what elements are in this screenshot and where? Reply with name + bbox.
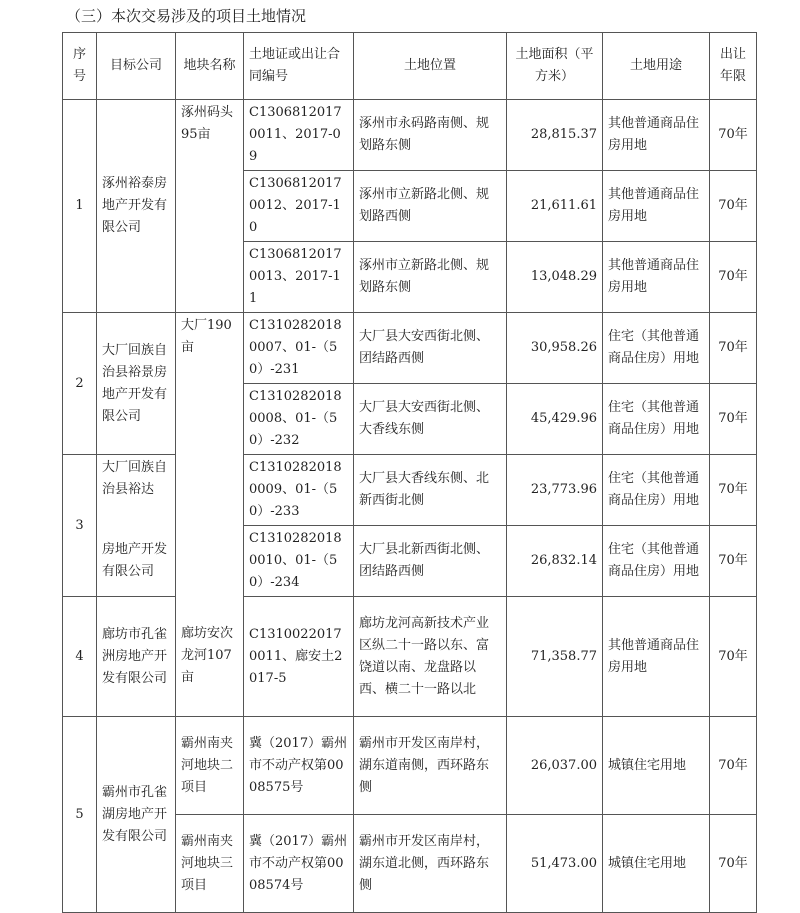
term-cell: 70年 <box>710 384 757 455</box>
usage-cell: 其他普通商品住房用地 <box>603 597 710 717</box>
usage-cell: 住宅（其他普通商品住房）用地 <box>603 313 710 384</box>
header-parcel: 地块名称 <box>176 33 244 100</box>
parcel-cell: 大厂190亩 <box>176 313 244 597</box>
location-cell: 大厂县北新西街北侧、团结路西侧 <box>354 526 507 597</box>
usage-cell: 城镇住宅用地 <box>603 717 710 815</box>
cert-cell: C13100220170011、廊安土2017-5 <box>244 597 354 717</box>
area-cell: 30,958.26 <box>507 313 603 384</box>
area-cell: 71,358.77 <box>507 597 603 717</box>
term-cell: 70年 <box>710 242 757 313</box>
row-no: 3 <box>63 455 97 597</box>
term-cell: 70年 <box>710 171 757 242</box>
usage-cell: 住宅（其他普通商品住房）用地 <box>603 384 710 455</box>
table-row <box>63 455 757 526</box>
table-row <box>63 313 757 384</box>
area-cell: 23,773.96 <box>507 455 603 526</box>
term-cell: 70年 <box>710 597 757 717</box>
land-info-table <box>62 32 757 913</box>
usage-cell: 其他普通商品住房用地 <box>603 100 710 171</box>
company-cell: 大厂回族自治县裕达 <box>97 455 176 526</box>
table-row <box>63 100 757 171</box>
section-heading: （三）本次交易涉及的项目土地情况 <box>66 7 307 25</box>
company-cell: 大厂回族自治县裕景房地产开发有限公司 <box>97 313 176 455</box>
header-row <box>63 33 757 100</box>
term-cell: 70年 <box>710 815 757 913</box>
company-cell: 房地产开发有限公司 <box>97 526 176 597</box>
usage-cell: 其他普通商品住房用地 <box>603 171 710 242</box>
cert-cell: C13102820180007、01-（50）-231 <box>244 313 354 384</box>
location-cell: 涿州市立新路北侧、规划路东侧 <box>354 242 507 313</box>
header-cert: 土地证或出让合同编号 <box>244 33 354 100</box>
usage-cell: 其他普通商品住房用地 <box>603 242 710 313</box>
area-cell: 13,048.29 <box>507 242 603 313</box>
row-no: 1 <box>63 100 97 313</box>
usage-cell: 城镇住宅用地 <box>603 815 710 913</box>
location-cell: 霸州市开发区南岸村，湖东道南侧，西环路东侧 <box>354 717 507 815</box>
area-cell: 51,473.00 <box>507 815 603 913</box>
company-cell: 霸州市孔雀湖房地产开发有限公司 <box>97 717 176 913</box>
location-cell: 涿州市永码路南侧、规划路东侧 <box>354 100 507 171</box>
cert-cell: 冀（2017）霸州市不动产权第0008574号 <box>244 815 354 913</box>
header-term: 出让年限 <box>710 33 757 100</box>
term-cell: 70年 <box>710 717 757 815</box>
area-cell: 26,037.00 <box>507 717 603 815</box>
parcel-cell: 涿州码头95亩 <box>176 100 244 313</box>
cert-cell: C13102820180010、01-（50）-234 <box>244 526 354 597</box>
location-cell: 霸州市开发区南岸村，湖东道北侧，西环路东侧 <box>354 815 507 913</box>
cert-cell: 冀（2017）霸州市不动产权第0008575号 <box>244 717 354 815</box>
header-location: 土地位置 <box>354 33 507 100</box>
location-cell: 大厂县大安西街北侧、大香线东侧 <box>354 384 507 455</box>
term-cell: 70年 <box>710 526 757 597</box>
cert-cell: C13068120170012、2017-10 <box>244 171 354 242</box>
parcel-cell: 霸州南夹河地块三项目 <box>176 815 244 913</box>
area-cell: 26,832.14 <box>507 526 603 597</box>
location-cell: 大厂县大安西街北侧、团结路西侧 <box>354 313 507 384</box>
location-cell: 大厂县大香线东侧、北新西街北侧 <box>354 455 507 526</box>
parcel-cell: 廊坊安次龙河107亩 <box>176 597 244 717</box>
area-cell: 21,611.61 <box>507 171 603 242</box>
company-cell: 廊坊市孔雀洲房地产开发有限公司 <box>97 597 176 717</box>
table-row <box>63 597 757 717</box>
area-cell: 28,815.37 <box>507 100 603 171</box>
header-usage: 土地用途 <box>603 33 710 100</box>
row-no: 4 <box>63 597 97 717</box>
table-row <box>63 717 757 815</box>
cert-cell: C13102820180009、01-（50）-233 <box>244 455 354 526</box>
term-cell: 70年 <box>710 455 757 526</box>
row-no: 2 <box>63 313 97 455</box>
company-cell: 涿州裕泰房地产开发有限公司 <box>97 100 176 313</box>
cert-cell: C13102820180008、01-（50）-232 <box>244 384 354 455</box>
row-no: 5 <box>63 717 97 913</box>
location-cell: 涿州市立新路北侧、规划路西侧 <box>354 171 507 242</box>
term-cell: 70年 <box>710 100 757 171</box>
term-cell: 70年 <box>710 313 757 384</box>
location-cell: 廊坊龙河高新技术产业区纵二十一路以东、富饶道以南、龙盘路以西、横二十一路以北 <box>354 597 507 717</box>
table-row <box>63 526 757 597</box>
area-cell: 45,429.96 <box>507 384 603 455</box>
parcel-cell: 霸州南夹河地块二项目 <box>176 717 244 815</box>
usage-cell: 住宅（其他普通商品住房）用地 <box>603 526 710 597</box>
header-no: 序号 <box>63 33 97 100</box>
usage-cell: 住宅（其他普通商品住房）用地 <box>603 455 710 526</box>
header-area: 土地面积（平方米） <box>507 33 603 100</box>
cert-cell: C13068120170013、2017-11 <box>244 242 354 313</box>
cert-cell: C13068120170011、2017-09 <box>244 100 354 171</box>
header-company: 目标公司 <box>97 33 176 100</box>
